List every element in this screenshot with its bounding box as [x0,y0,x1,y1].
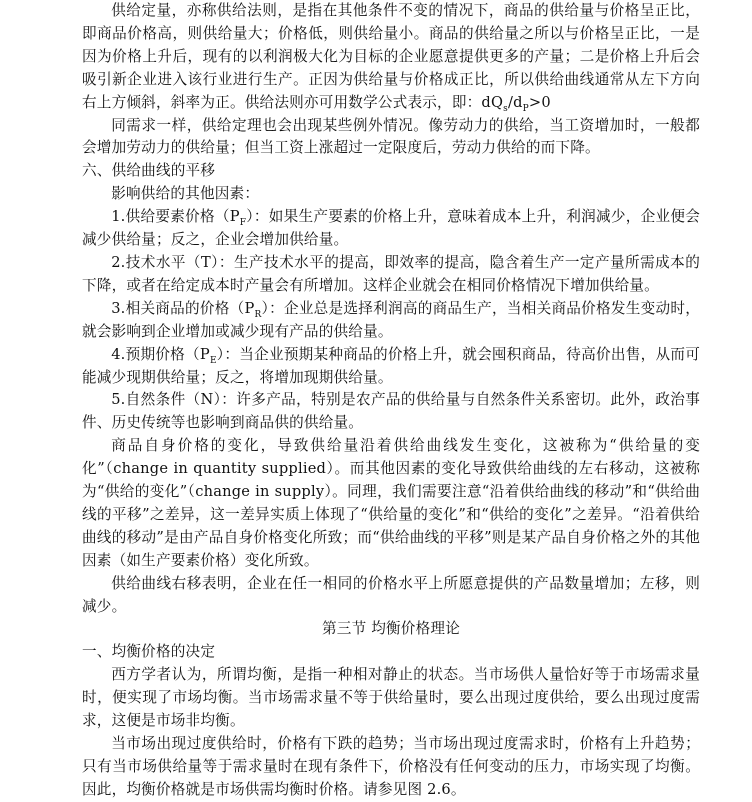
paragraph-equilibrium-trend: 当市场出现过度供给时，价格有下跌的趋势；当市场出现过度需求时，价格有上升趋势；只有当市场供给量等于需求量时在现有条件下，价格没有任何变动的压力，市场实现了均衡。因此，均衡价格就是市场供需均衡时价格。请参见图 2.6。 [82,735,700,798]
factor-text: ）：当企业预期某种商品的价格上升，就会囤积商品，待高价出售，从而可能减少现期供给量；反之，将增加现期供给量。 [82,345,700,386]
paragraph-right-shift: 供给曲线右移表明，企业在任一相同的价格水平上所愿意提供的产品数量增加；左移，则减少。 [82,574,700,615]
document-page [82,0,700,802]
paragraph-exceptions: 同需求一样，供给定理也会出现某些例外情况。像劳动力的供给，当工资增加时，一般都会增加劳动力的供给量；但当工资上涨超过一定限度后，劳动力供给的而下降。 [82,116,700,157]
subscript-s: s [503,103,508,114]
formula-tail: >0 [528,93,551,111]
paragraph-supply-law [82,0,700,115]
subscript-p: P [522,103,529,114]
subscript-f: F [239,218,247,229]
paragraph-factor-related-price [82,298,700,344]
heading-supply-curve-shift: 六、供给曲线的平移 [82,162,216,180]
paragraph-text: 供给定量，亦称供给法则，是指在其他条件不变的情况下，商品的供给量与价格呈正比，即商品价格高，则供给量大；价格低，则供给量小。商品的供给量之所以与价格呈正比，一是因为价格上升后，现有的以利润极大化为目标的企业愿意提供更多的产量；二是价格上升后会吸引新企业进入该行业进行生产。正因为供给量与价格成正比，所以供给曲线通常从左下方向右上方倾斜，斜率为正。供给法则亦可用数学公式表示，即：dQ [82,2,700,111]
subscript-e: E [209,355,217,366]
paragraph-factor-expected-price [82,344,700,390]
formula-mid: /d [507,93,523,111]
factor-text: ）：如果生产要素的价格上升，意味着成本上升，利润减少，企业便会减少供给量；反之，企业会增加供给量。 [82,208,700,249]
paragraph-factor-input-price [82,206,700,252]
paragraph-factor-natural: 5.自然条件（N）：许多产品，特别是农产品的供给量与自然条件关系密切。此外，政治事件、历史传统等也影响到商品供的供给量。 [82,391,700,432]
factor-label: 1.供给要素价格（P [111,208,240,226]
paragraph-factor-technology: 2.技术水平（T）：生产技术水平的提高，即效率的提高，隐含着生产一定产量所需成本的下降，或者在给定成本时产量会有所增加。这样企业就会在相同价格情况下增加供给量。 [82,253,700,294]
factor-label: 4.预期价格（P [111,345,210,363]
paragraph-change-distinction: 商品自身价格的变化，导致供给量沿着供给曲线发生变化，这被称为“供给量的变化”（change in quantity supplied）。而其他因素的变化导致供给曲线的左右移动，这被称为“供给的变化”（change in supply）。同理，我们需要注意“沿着供给曲线的移动”和“供给曲线的平移”之差异，这一差异实质上体现了“供给量的变化”和“供给的变化”之差异。“沿着供给曲线的移动”是由产品自身价格变化所致；而“供给曲线的平移”则是某产品自身价格之外的其他因素（如生产要素价格）变化所致。 [82,437,700,569]
section-title: 第三节 均衡价格理论 [322,620,460,638]
paragraph-equilibrium-definition: 西方学者认为，所谓均衡，是指一种相对静止的状态。当市场供人量恰好等于市场需求量时，便实现了市场均衡。当市场需求量不等于供给量时，要么出现过度供给，要么出现过度需求，这便是市场非均衡。 [82,666,700,730]
factor-label: 3.相关商品的价格（P [111,299,255,317]
paragraph-other-factors: 影响供给的其他因素： [111,185,260,203]
heading-equilibrium-price: 一、均衡价格的决定 [82,643,216,661]
factor-text: ）：企业总是选择利润高的商品生产，当相关商品价格发生变动时，就会影响到企业增加或减少现有产品的供给量。 [82,299,700,340]
subscript-r: R [254,309,262,320]
